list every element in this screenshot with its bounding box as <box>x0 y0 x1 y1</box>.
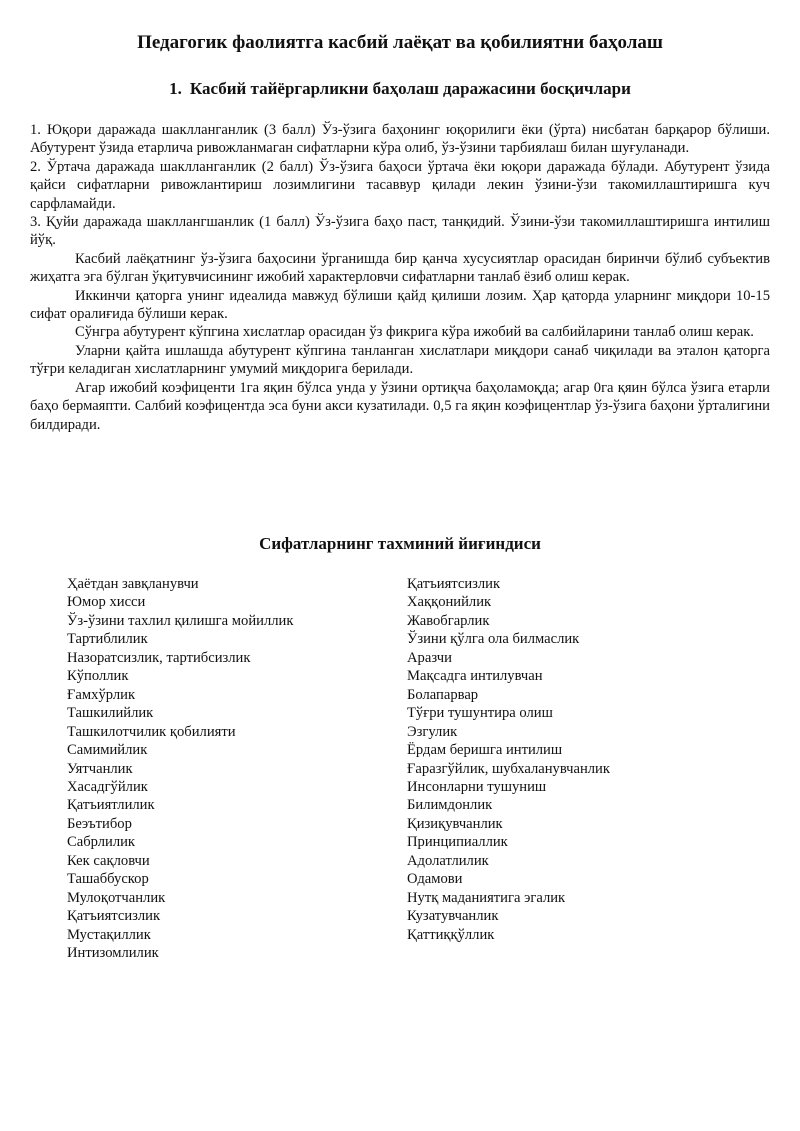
quality-item: Уятчанлик <box>67 760 133 777</box>
quality-item: Интизомлилик <box>67 945 159 962</box>
body-paragraph: Касбий лаёқатнинг ўз-ўзига баҳосини ўрганишда бир қанча хусусиятлар орасидан биринчи бўлиб субъектив жиҳатга эга бўлган ўқитувчисининг ижобий характерловчи сифатларни танлаб ёзиб олиш керак. <box>30 250 770 286</box>
quality-item: Юмор хисси <box>67 594 146 611</box>
quality-item: Қизиқувчанлик <box>407 815 503 832</box>
body-paragraph: 1. Юқори даражада шаклланганлик (3 балл) Ўз-ўзига баҳонинг юқорилиги ёки (ўрта) нисбатан барқарор бўлиши. Абутурент ўзида етарлича ривожланмаган сифатларни кўра олиб, ўз-ўзини тарбиялаш билан шуғуланади. <box>30 122 770 157</box>
quality-item: Ўзини қўлга ола билмаслик <box>407 631 580 648</box>
section-number: 1. <box>169 79 182 98</box>
body-paragraph: 2. Ўртача даражада шаклланганлик (2 балл) Ўз-ўзига баҳоси ўртача ёки юқори даражада бўлади. Абутурент ўзида қайси сифатларни ривожлантириш лозимлигини тасаввур қилади лекин ўзини-ўзи такомиллаштиришга куч сарфламайди. <box>30 158 770 212</box>
quality-item: Ўз-ўзини тахлил қилишга мойиллик <box>67 612 294 629</box>
qualities-left-column <box>67 575 387 963</box>
quality-item: Одамови <box>407 871 463 888</box>
quality-item: Сабрлилик <box>67 834 136 851</box>
section-heading <box>0 78 800 100</box>
qualities-title: Сифатларнинг тахминий йиғиндиси <box>259 534 541 553</box>
quality-item: Қаттиққўллик <box>407 926 495 943</box>
quality-item: Жавобгарлик <box>407 612 490 629</box>
quality-item: Қатъиятсизлик <box>67 908 161 925</box>
quality-item: Беэътибор <box>67 815 132 832</box>
quality-item: Тўғри тушунтира олиш <box>407 705 553 722</box>
quality-item: Кўполлик <box>67 668 129 685</box>
body-paragraph: Сўнгра абутурент кўпгина хислатлар орасидан ўз фикрига кўра ижобий ва салбийларини танлаб олиш керак. <box>75 324 754 341</box>
qualities-right-column <box>407 575 777 944</box>
quality-item: Мулоқотчанлик <box>67 889 166 906</box>
body-paragraph: Иккинчи қаторга унинг идеалида мавжуд бўлиши қайд қилиши лозим. Ҳар қаторда уларнинг миқдори 10-15 сифат оралиғида бўлиши керак. <box>30 287 770 323</box>
quality-item: Инсонларни тушуниш <box>407 778 547 795</box>
body-paragraph: Агар ижобий коэфиценти 1га яқин бўлса унда у ўзини ортиқча баҳоламоқда; агар 0га қяин бўлса ўзига етарли баҳо бермаяпти. Салбий коэфицентда эса буни акси кузатилади. 0,5 га яқин коэфицентлар ўз-ўзига баҳони ўрталигини билдиради. <box>30 379 770 433</box>
quality-item: Кузатувчанлик <box>407 908 499 925</box>
body-text <box>30 121 770 434</box>
quality-item: Хаққонийлик <box>407 594 492 611</box>
quality-item: Ташкилотчилик қобилияти <box>67 723 236 740</box>
quality-item: Ғамхўрлик <box>67 686 136 703</box>
quality-item: Ёрдам беришга интилиш <box>407 742 563 759</box>
quality-item: Ташаббускор <box>67 871 149 888</box>
quality-item: Кек сақловчи <box>67 852 150 869</box>
quality-item: Принципиаллик <box>407 834 508 851</box>
quality-item: Мустақиллик <box>67 926 151 943</box>
quality-item: Ҳаётдан завқланувчи <box>67 576 199 592</box>
quality-item: Эзгулик <box>407 723 458 740</box>
quality-item: Тартиблилик <box>67 631 148 648</box>
quality-item: Нутқ маданиятига эгалик <box>407 889 566 906</box>
quality-item: Қатъиятсизлик <box>407 576 501 592</box>
quality-item: Аразчи <box>407 649 452 666</box>
body-paragraph: Уларни қайта ишлашда абутурент кўпгина танланган хислатлари миқдори санаб чиқилади ва эталон қаторга тўғри келадиган хислатларнинг умумий миқдорига берилади. <box>30 342 770 378</box>
quality-item: Назоратсизлик, тартибсизлик <box>67 649 251 666</box>
document-title: Педагогик фаолиятга касбий лаёқат ва қобилиятни баҳолаш <box>137 32 663 53</box>
quality-item: Билимдонлик <box>407 797 493 814</box>
quality-item: Самимийлик <box>67 742 148 759</box>
quality-item: Адолатлилик <box>407 852 489 869</box>
quality-item: Ғаразгўйлик, шубхаланувчанлик <box>407 760 610 777</box>
quality-item: Ташкилийлик <box>67 705 154 722</box>
section-title: Касбий тайёргарликни баҳолаш даражасини босқичлари <box>189 79 631 98</box>
quality-item: Хасадгўйлик <box>67 778 148 795</box>
quality-item: Мақсадга интилувчан <box>407 668 543 685</box>
quality-item: Болапарвар <box>407 686 479 703</box>
quality-item: Қатъиятлилик <box>67 797 155 814</box>
body-paragraph: 3. Қуйи даражада шакллангшанлик (1 балл) Ўз-ўзига баҳо паст, танқидий. Ўзини-ўзи такомиллаштиришга интилиш йўқ. <box>30 214 770 249</box>
